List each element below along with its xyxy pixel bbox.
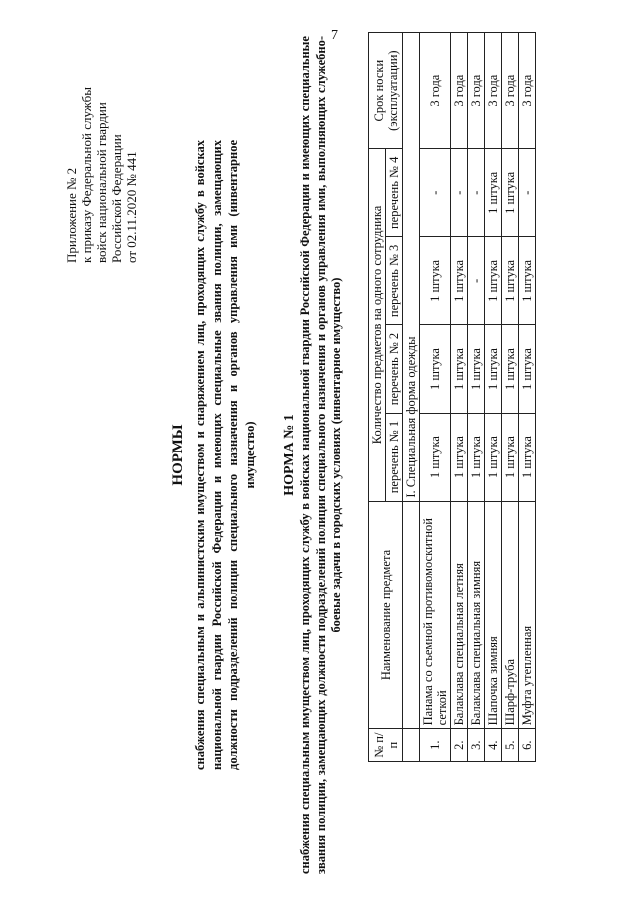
row-q4: - (519, 149, 536, 237)
table-row (468, 33, 485, 762)
norms-table (368, 32, 536, 762)
rotated-document-body (60, 30, 580, 880)
row-num: 6. (519, 729, 536, 762)
section-row (403, 33, 420, 762)
row-q2: 1 штука (451, 325, 468, 413)
norm-description: снабжения специальным имуществом лиц, проходящих службу в войсках национальной гвардии Российской Федерации и имеющих специальные звания полиции, замещающих должности подразделений полиции специального назначения и органов управления ими, выполняющих служебно-боевые задачи в городских условиях (инвентарное имущество) (298, 36, 343, 874)
row-term: 3 года (519, 33, 536, 149)
header-name: Наименование предмета (369, 501, 403, 729)
row-q1: 1 штука (420, 413, 451, 501)
appendix-line: от 02.11.2020 № 441 (124, 151, 139, 263)
header-quantity-group: Количество предметов на одного сотрудника (369, 149, 386, 501)
row-name: Шапочка зимняя (485, 501, 502, 729)
header-list-4: перечень № 4 (386, 149, 403, 237)
row-term: 3 года (485, 33, 502, 149)
row-q2: 1 штука (502, 325, 519, 413)
page-number: 7 (331, 28, 338, 43)
row-term: 3 года (420, 33, 451, 149)
table-row (420, 33, 451, 762)
header-list-3: перечень № 3 (386, 237, 403, 325)
row-q1: 1 штука (468, 413, 485, 501)
row-q4: - (420, 149, 451, 237)
row-name: Шарф-труба (502, 501, 519, 729)
row-num: 1. (420, 729, 451, 762)
document-title: НОРМЫ (170, 424, 186, 486)
row-name: Балаклава специальная летняя (451, 501, 468, 729)
section-num-cell (403, 729, 420, 762)
row-num: 5. (502, 729, 519, 762)
row-q3: 1 штука (519, 237, 536, 325)
header-list-2: перечень № 2 (386, 325, 403, 413)
row-num: 2. (451, 729, 468, 762)
row-q1: 1 штука (485, 413, 502, 501)
row-q3: - (468, 237, 485, 325)
section-name-cell (403, 501, 420, 729)
row-q2: 1 штука (485, 325, 502, 413)
row-num: 3. (468, 729, 485, 762)
appendix-line: к приказу Федеральной службы (79, 87, 94, 263)
appendix-block (64, 31, 139, 263)
row-name: Муфта утепленная (519, 501, 536, 729)
row-num: 4. (485, 729, 502, 762)
row-q4: - (468, 149, 485, 237)
row-term: 3 года (468, 33, 485, 149)
document-subtitle: снабжения специальным и альпинистским имуществом и снаряжением лиц, проходящих службу в войсках национальной гвардии Российской Федерации и имеющих специальные звания полиции, замещающих должности подразделений полиции специального назначения и органов управления ими (инвентарное имущество) (193, 140, 257, 770)
row-q4: 1 штука (502, 149, 519, 237)
row-term: 3 года (502, 33, 519, 149)
row-q3: 1 штука (451, 237, 468, 325)
row-q2: 1 штука (519, 325, 536, 413)
row-q2: 1 штука (468, 325, 485, 413)
row-q3: 1 штука (485, 237, 502, 325)
norm-title: НОРМА № 1 (282, 414, 297, 496)
table-row (502, 33, 519, 762)
row-q1: 1 штука (451, 413, 468, 501)
header-list-1: перечень № 1 (386, 413, 403, 501)
row-q3: 1 штука (420, 237, 451, 325)
table-row (485, 33, 502, 762)
table-row (519, 33, 536, 762)
row-q1: 1 штука (502, 413, 519, 501)
row-name: Балаклава специальная зимняя (468, 501, 485, 729)
row-q4: - (451, 149, 468, 237)
row-term: 3 года (451, 33, 468, 149)
row-name: Панама со съемной противомоскитной сеткой (420, 501, 451, 729)
header-num: № п/п (369, 729, 403, 762)
row-q4: 1 штука (485, 149, 502, 237)
appendix-line: войск национальной гвардии (94, 102, 109, 263)
table-header-row (369, 33, 386, 762)
header-term: Срок носки (эксплуатации) (369, 33, 403, 149)
table-row (451, 33, 468, 762)
row-q3: 1 штука (502, 237, 519, 325)
appendix-line: Российской Федерации (109, 134, 124, 263)
row-q1: 1 штука (519, 413, 536, 501)
appendix-line: Приложение № 2 (64, 167, 79, 263)
row-q2: 1 штука (420, 325, 451, 413)
section-title: I. Специальная форма одежды (403, 33, 420, 502)
